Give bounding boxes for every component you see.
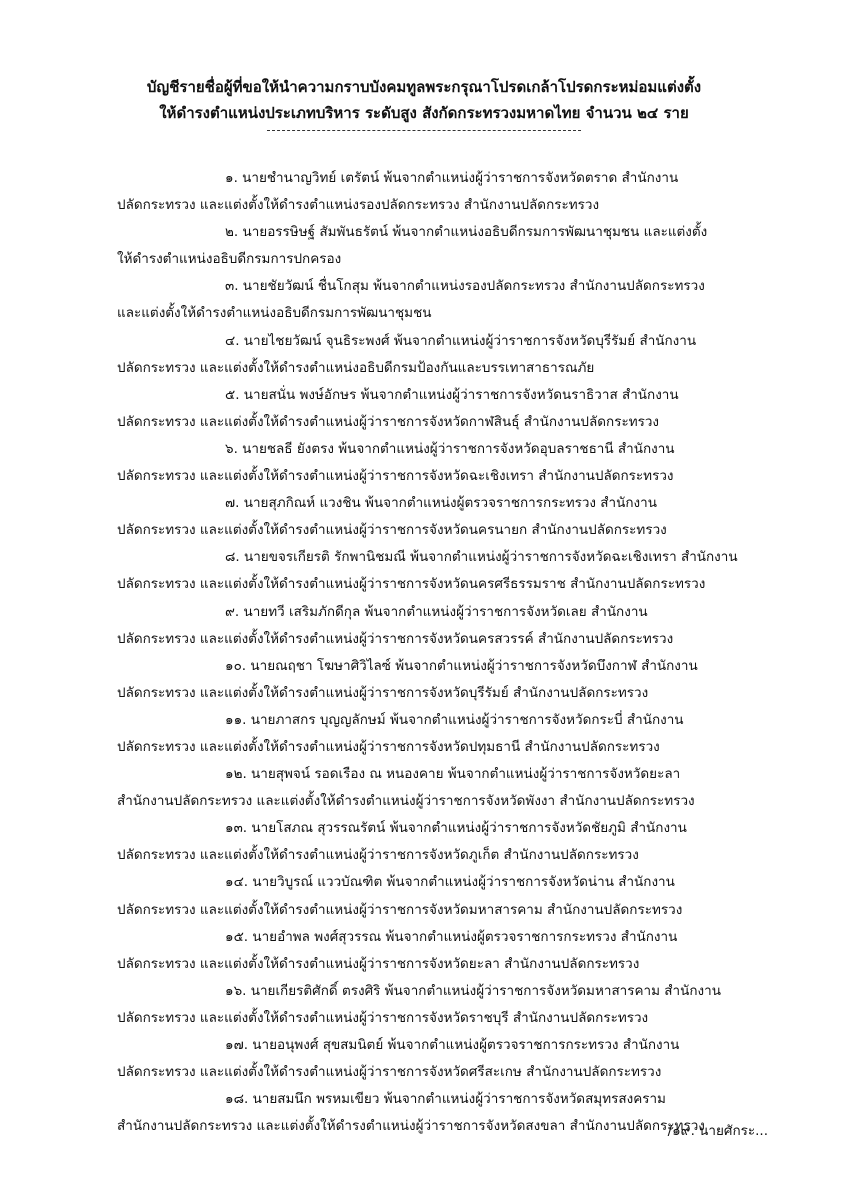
item-text-line: ๗. นายสุภกิณห์ แวงชิน พ้นจากตำแหน่งผู้ตรวจราชการกระทรวง สำนักงาน <box>225 495 657 512</box>
item-text-line: ๔. นายไชยวัฒน์ จุนธิระพงศ์ พ้นจากตำแหน่งผู้ว่าราชการจังหวัดบุรีรัมย์ สำนักงาน <box>225 332 697 349</box>
item-text-line: ปลัดกระทรวง และแต่งตั้งให้ดำรงตำแหน่งผู้ว่าราชการจังหวัดยะลา สำนักงานปลัดกระทรวง <box>117 955 640 972</box>
item-text-line: ๑๖. นายเกียรติศักดิ์ ตรงศิริ พ้นจากตำแหน่งผู้ว่าราชการจังหวัดมหาสารคาม สำนักงาน <box>225 982 721 999</box>
item-text-line: ๖. นายชลธี ยังตรง พ้นจากตำแหน่งผู้ว่าราชการจังหวัดอุบลราชธานี สำนักงาน <box>225 440 675 457</box>
item-text-line: และแต่งตั้งให้ดำรงตำแหน่งอธิบดีกรมการพัฒนาชุมชน <box>117 305 432 322</box>
item-text-line: ๒. นายอรรษิษฐ์ สัมพันธรัตน์ พ้นจากตำแหน่งอธิบดีกรมการพัฒนาชุมชน และแต่งตั้ง <box>225 224 708 241</box>
list-item <box>117 436 767 490</box>
list-item <box>117 815 767 869</box>
item-text-line: ๑๑. นายภาสกร บุญญลักษม์ พ้นจากตำแหน่งผู้ว่าราชการจังหวัดกระบี่ สำนักงาน <box>225 711 684 728</box>
list-item <box>117 328 767 382</box>
title-divider <box>267 130 581 131</box>
item-text-line: ปลัดกระทรวง และแต่งตั้งให้ดำรงตำแหน่งผู้ว่าราชการจังหวัดภูเก็ต สำนักงานปลัดกระทรวง <box>117 847 639 864</box>
item-text-line: ๕. นายสนั่น พงษ์อักษร พ้นจากตำแหน่งผู้ว่าราชการจังหวัดนราธิวาส สำนักงาน <box>225 386 679 403</box>
item-text-line: ปลัดกระทรวง และแต่งตั้งให้ดำรงตำแหน่งผู้ว่าราชการจังหวัดปทุมธานี สำนักงานปลัดกระทรวง <box>117 738 660 755</box>
item-text-line: ปลัดกระทรวง และแต่งตั้งให้ดำรงตำแหน่งผู้ว่าราชการจังหวัดฉะเชิงเทรา สำนักงานปลัดกระทรวง <box>117 468 674 485</box>
item-text-line: ให้ดำรงตำแหน่งอธิบดีกรมการปกครอง <box>117 251 342 268</box>
list-item <box>117 1032 767 1086</box>
list-item <box>117 653 767 707</box>
item-text-line: ๑๕. นายอำพล พงศ์สุวรรณ พ้นจากตำแหน่งผู้ตรวจราชการกระทรวง สำนักงาน <box>225 928 678 945</box>
item-text-line: ๑๗. นายอนุพงศ์ สุขสมนิตย์ พ้นจากตำแหน่งผู้ตรวจราชการกระทรวง สำนักงาน <box>225 1037 680 1053</box>
list-item <box>117 707 767 761</box>
item-text-line: ปลัดกระทรวง และแต่งตั้งให้ดำรงตำแหน่งผู้ว่าราชการจังหวัดศรีสะเกษ สำนักงานปลัดกระทรวง <box>117 1064 662 1081</box>
title-line: ให้ดำรงตำแหน่งประเภทบริหาร ระดับสูง สังกัดกระทรวงมหาดไทย จำนวน ๒๔ ราย <box>159 104 689 122</box>
list-item <box>117 165 767 219</box>
item-text-line: ปลัดกระทรวง และแต่งตั้งให้ดำรงตำแหน่งอธิบดีกรมป้องกันและบรรเทาสาธารณภัย <box>117 359 595 376</box>
title-line: บัญชีรายชื่อผู้ที่ขอให้นำความกราบบังคมทูลพระกรุณาโปรดเกล้าโปรดกระหม่อมแต่งตั้ง <box>146 78 702 96</box>
list-item <box>117 978 767 1032</box>
item-text-line: สำนักงานปลัดกระทรวง และแต่งตั้งให้ดำรงตำแหน่งผู้ว่าราชการจังหวัดพังงา สำนักงานปลัดกระทรวง <box>117 793 695 810</box>
list-item <box>117 382 767 436</box>
item-text-line: ปลัดกระทรวง และแต่งตั้งให้ดำรงตำแหน่งผู้ว่าราชการจังหวัดมหาสารคาม สำนักงานปลัดกระทรวง <box>117 901 683 918</box>
item-text-line: ปลัดกระทรวง และแต่งตั้งให้ดำรงตำแหน่งผู้ว่าราชการจังหวัดราชบุรี สำนักงานปลัดกระทรวง <box>117 1009 649 1026</box>
item-text-line: ปลัดกระทรวง และแต่งตั้งให้ดำรงตำแหน่งผู้ว่าราชการจังหวัดนครศรีธรรมราช สำนักงานปลัดกระทรวง <box>117 576 706 593</box>
list-item <box>117 761 767 815</box>
item-text-line: ปลัดกระทรวง และแต่งตั้งให้ดำรงตำแหน่งผู้ว่าราชการจังหวัดกาฬสินธุ์ สำนักงานปลัดกระทรวง <box>117 413 660 430</box>
list-item <box>117 273 767 327</box>
item-text-line: ๑๔. นายวิบูรณ์ แววบัณฑิต พ้นจากตำแหน่งผู้ว่าราชการจังหวัดน่าน สำนักงาน <box>225 874 675 891</box>
item-text-line: ๑. นายชำนาญวิทย์ เตรัตน์ พ้นจากตำแหน่งผู้ว่าราชการจังหวัดตราด สำนักงาน <box>225 170 679 186</box>
item-text-line: ๓. นายชัยวัฒน์ ชื่นโกสุม พ้นจากตำแหน่งรองปลัดกระทรวง สำนักงานปลัดกระทรวง <box>225 278 705 295</box>
item-text-line: ๙. นายทวี เสริมภักดีกุล พ้นจากตำแหน่งผู้ว่าราชการจังหวัดเลย สำนักงาน <box>225 603 648 620</box>
item-text-line: ๑๘. นายสมนึก พรหมเขียว พ้นจากตำแหน่งผู้ว่าราชการจังหวัดสมุทรสงคราม <box>225 1091 666 1108</box>
item-text-line: ปลัดกระทรวง และแต่งตั้งให้ดำรงตำแหน่งผู้ว่าราชการจังหวัดบุรีรัมย์ สำนักงานปลัดกระทรวง <box>117 684 649 701</box>
list-item <box>117 924 767 978</box>
list-item <box>117 544 767 598</box>
item-text-line: ปลัดกระทรวง และแต่งตั้งให้ดำรงตำแหน่งรองปลัดกระทรวง สำนักงานปลัดกระทรวง <box>117 197 600 214</box>
item-text-line: ๑๒. นายสุพจน์ รอดเรือง ณ หนองคาย พ้นจากตำแหน่งผู้ว่าราชการจังหวัดยะลา <box>225 766 681 783</box>
list-item <box>117 869 767 923</box>
appointment-list <box>117 165 767 1140</box>
item-text-line: ปลัดกระทรวง และแต่งตั้งให้ดำรงตำแหน่งผู้ว่าราชการจังหวัดนครนายก สำนักงานปลัดกระทรวง <box>117 522 667 539</box>
item-text-line: ๘. นายขจรเกียรติ รักพานิชมณี พ้นจากตำแหน่งผู้ว่าราชการจังหวัดฉะเชิงเทรา สำนักงาน <box>225 549 738 566</box>
list-item <box>117 490 767 544</box>
item-text-line: ๑๐. นายณฤชา โฆษาศิวิไลซ์ พ้นจากตำแหน่งผู้ว่าราชการจังหวัดบึงกาฬ สำนักงาน <box>225 657 698 674</box>
document-header <box>0 74 848 131</box>
item-text-line: ๑๓. นายโสภณ สุวรรณรัตน์ พ้นจากตำแหน่งผู้ว่าราชการจังหวัดชัยภูมิ สำนักงาน <box>225 820 687 837</box>
list-item <box>117 599 767 653</box>
continuation-note: /๑๙. นายศักระ... <box>667 1123 768 1139</box>
item-text-line: ปลัดกระทรวง และแต่งตั้งให้ดำรงตำแหน่งผู้ว่าราชการจังหวัดนครสวรรค์ สำนักงานปลัดกระทรวง <box>117 630 674 647</box>
item-text-line: สำนักงานปลัดกระทรวง และแต่งตั้งให้ดำรงตำแหน่งผู้ว่าราชการจังหวัดสงขลา สำนักงานปลัดกระทรวง <box>117 1118 705 1135</box>
list-item <box>117 219 767 273</box>
